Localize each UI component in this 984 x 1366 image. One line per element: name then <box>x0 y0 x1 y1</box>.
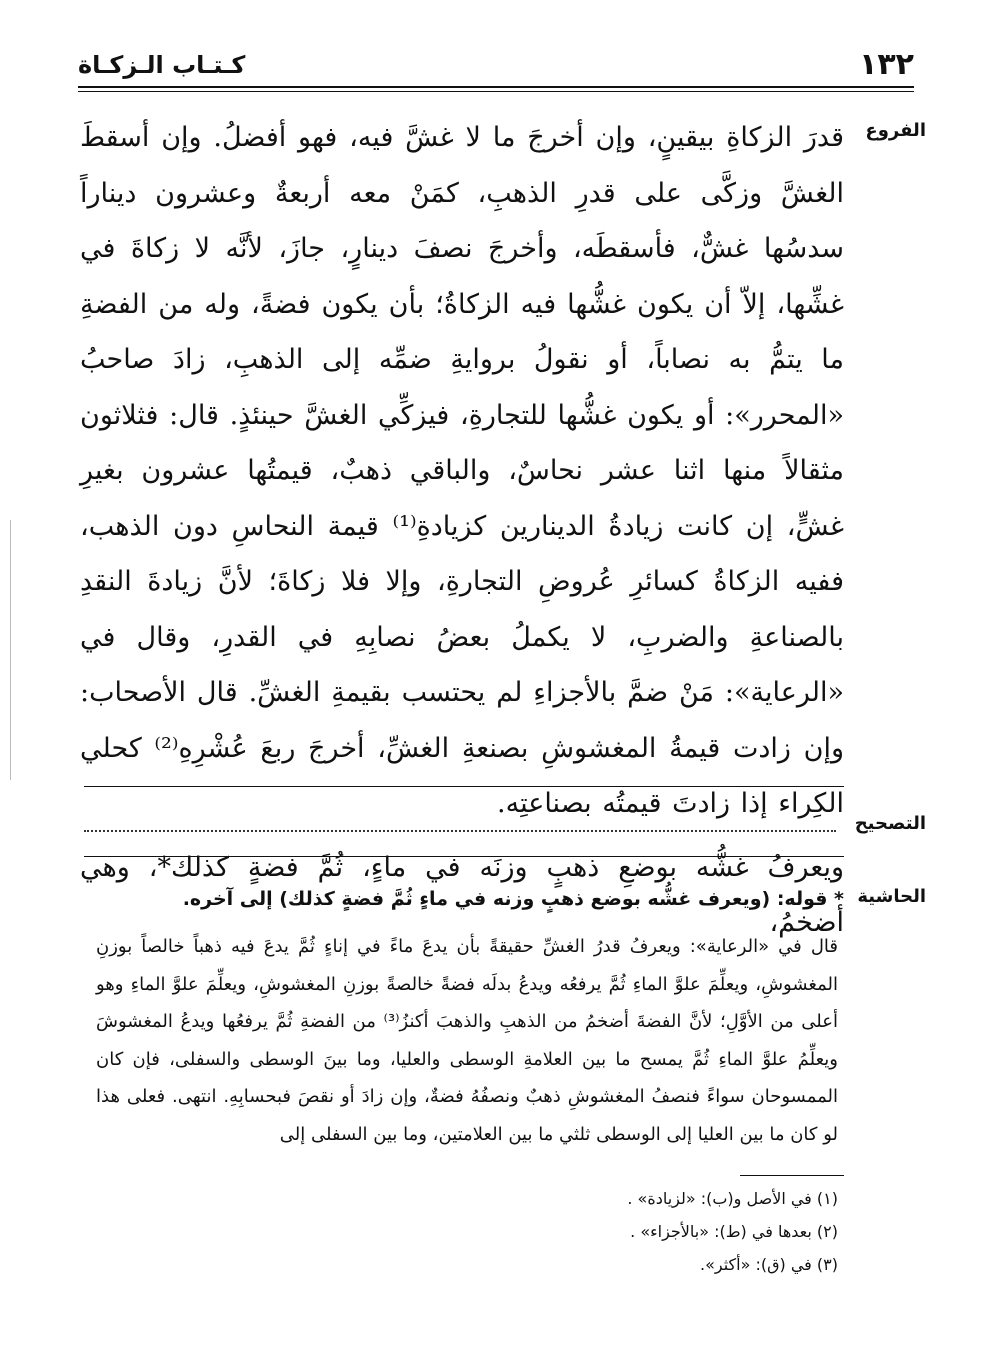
hashiya-body <box>96 928 838 1153</box>
main-paragraph: قدرَ الزكاةِ بيقينٍ، وإن أخرجَ ما لا غشَّ فيه، فهو أفضلُ. وإن أسقطَ الغشَّ وزكَّى على قدرِ الذهبِ، كمَنْ معه أربعةٌ وعشرون ديناراً سدسُها غشٌّ، فأسقطَه، وأخرجَ نصفَ دينارٍ، جازَ، لأنَّه لا زكاةَ في غشِّها، إلاّ أن يكون غشُّها فيه الزكاةُ؛ بأن يكون فضةً، وله من الفضةِ ما يتمُّ به نصاباً، أو نقولُ بروايةِ ضمِّه إلى الذهبِ، زادَ صاحبُ «المحرر»: أو يكون غشُّها للتجارةِ، فيزكِّي الغشَّ حينئذٍ. قال: فثلاثون مثقالاً منها اثنا عشر نحاسٌ، والباقي ذهبٌ، قيمتُها عشرون بغيرِ غشٍّ، إن كانت زيادةُ الدينارين كزيادةِ⁽¹⁾ قيمة النحاسِ دون الذهب، ففيه الزكاةُ كسائرِ عُروضِ التجارةِ، وإلا فلا زكاةَ؛ لأنَّ زيادةَ النقدِ بالصناعةِ والضربِ، لا يكملُ بعضُ نصابِهِ في القدرِ، وقال في «الرعاية»: مَنْ ضمَّ بالأجزاءِ لم يحتسب بقيمةِ الغشِّ. قال الأصحاب: وإن زادت قيمةُ المغشوشِ بصنعةِ الغشِّ، أخرجَ ربعَ عُشْرِهِ⁽²⁾ كحلي الكِراء إذا زادتَ قيمتُه بصناعتِه. <box>80 122 844 819</box>
footnote-rule <box>740 1175 844 1176</box>
footnote-2: (٢) بعدها في (ط): «بالأجزاء» . <box>630 1222 838 1241</box>
divider-bottom <box>84 856 844 857</box>
hashiya-heading: * قوله: (ويعرف غشُّه بوضع ذهبٍ وزنه في ماءٍ ثُمَّ فضةٍ كذلك) إلى آخره. <box>182 888 844 910</box>
footnote-1: (١) في الأصل و(ب): «لزيادة» . <box>627 1189 838 1208</box>
footnotes <box>300 1182 838 1281</box>
tashih-dotted-line <box>84 810 836 832</box>
main-paragraph-last: ويعرفُ غشُّه بوضعِ ذهبٍ وزنَه في ماءٍ، ثُمَّ فضةٍ كذلك*، وهي أضخمُ، <box>80 851 844 938</box>
label-furu: الفروع <box>865 120 926 141</box>
footnote-3: (٣) في (ق): «أكثر». <box>700 1255 838 1274</box>
label-tashih: التصحيح <box>854 813 926 834</box>
scan-edge-mark <box>10 520 13 780</box>
hashiya-paragraph: قال في «الرعاية»: ويعرفُ قدرُ الغشِّ حقيقةً بأن يدعَ ماءً في إناءٍ ثُمَّ يدعَ فيه ذهباً خالصاً بوزنِ المغشوشِ، ويعلِّمَ علوَّ الماءِ ثُمَّ يرفعُه ويدعُ بدلَه فضةً خالصةً بوزنِ المغشوشِ، ويعلِّمَ علوَّ الماءِ وهو أعلى من الأوَّلِ؛ لأنَّ الفضةَ أضخمُ من الذهبِ والذهبَ أكنزُ⁽³⁾ من الفضةِ ثُمَّ يرفعُها ويدعُ المغشوشَ ويعلِّمُ علوَّ الماءِ ثُمَّ يمسح ما بين العلامةِ الوسطى والعليا، وما بينَ الوسطى والسفلى، فإن كان الممسوحان سواءً فنصفُ المغشوشِ ذهبٌ ونصفُهُ فضةٌ، وإن زادَ أو نقصَ فبحسابِهِ. انتهى. فعلى هذا لو كان ما بين العليا إلى الوسطى ثلثي ما بين العلامتين، وما بين السفلى إلى <box>96 936 838 1145</box>
running-title: كـتـاب الـزكـاة <box>78 51 246 79</box>
divider-top <box>84 786 844 787</box>
header-rule <box>78 86 914 92</box>
page-number: ١٣٢ <box>859 47 914 82</box>
page-header <box>78 38 914 82</box>
label-hashiya: الحاشية <box>857 886 926 907</box>
